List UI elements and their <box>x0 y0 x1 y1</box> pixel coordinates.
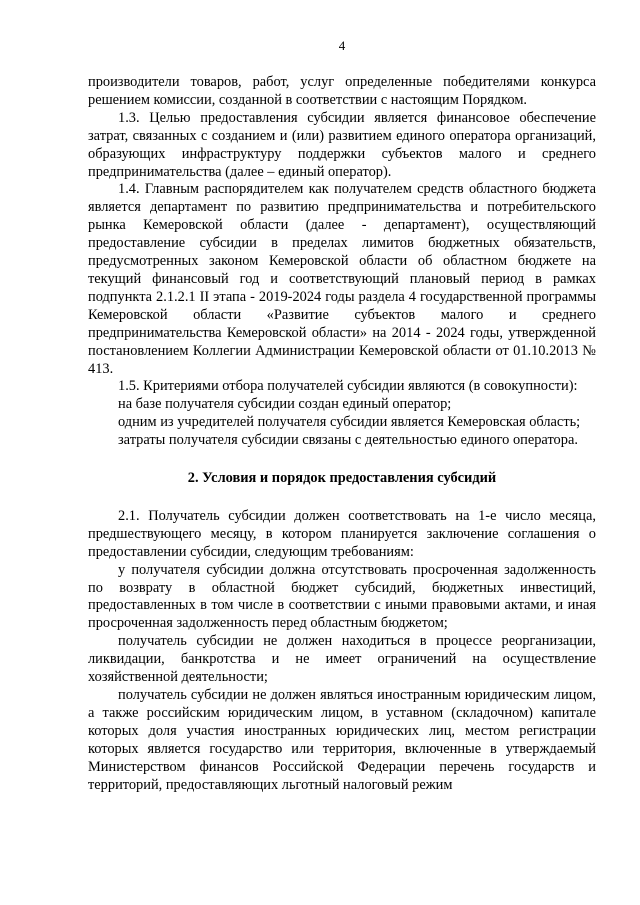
paragraph-1-3: 1.3. Целью предоставления субсидии является финансовое обеспечение затрат, связанных с созданием и (или) развитием единого оператора организаций, образующих инфраструктуру поддержки субъектов малого и среднего предпринимательства (далее – единый оператор). <box>88 109 596 180</box>
section-2-body <box>88 508 596 795</box>
requirement-item: получатель субсидии не должен являться иностранным юридическим лицом, а также российским юридическим лицом, в уставном (складочном) капитале которых доля участия иностранных юридических лиц, местом регистрации которых является государство или территория, включенные в утверждаемый Министерством финансов Российской Федерации перечень государств и территорий, предоставляющих льготный налоговый режим <box>88 687 596 793</box>
paragraph-1-5: 1.5. Критериями отбора получателей субсидии являются (в совокупности): <box>118 378 578 395</box>
paragraph-2-1: 2.1. Получатель субсидии должен соответствовать на 1-е число месяца, предшествующего месяцу, в котором планируется заключение соглашения о предоставлении субсидии, следующим требованиям: <box>88 507 596 560</box>
requirement-item: у получателя субсидии должна отсутствовать просроченная задолженность по возврату в областной бюджет субсидий, бюджетных инвестиций, предоставленных в том числе в соответствии с иными правовыми актами, и иная просроченная задолженность перед областным бюджетом; <box>88 561 596 632</box>
page-number: 4 <box>338 38 346 53</box>
section-1-body <box>88 74 596 450</box>
paragraph-1-2-continued: производители товаров, работ, услуг определенные победителями конкурса решением комиссии, созданной в соответствии с настоящим Порядком. <box>88 74 596 108</box>
section-heading: 2. Условия и порядок предоставления субсидий <box>187 470 497 487</box>
criterion-item: на базе получателя субсидии создан единый оператор; <box>118 396 452 413</box>
requirement-item: получатель субсидии не должен находиться в процессе реорганизации, ликвидации, банкротства и не имеет ограничений на осуществление хозяйственной деятельности; <box>88 633 596 686</box>
paragraph-1-4: 1.4. Главным распорядителем как получателем средств областного бюджета является департамент по развитию предпринимательства и потребительского рынка Кемеровской области (далее - департамент), осуществляющий предоставление субсидии в пределах лимитов бюджетных обязательств, предусмотренных законом Кемеровской области об областном бюджете на текущий финансовый год и соответствующий плановый период в рамках подпункта 2.1.2.1 II этапа - 2019-2024 годы раздела 4 государственной программы Кемеровской области «Развитие субъектов малого и среднего предпринимательства Кемеровской области» на 2014 - 2024 годы, утвержденной постановлением Коллегии Администрации Кемеровской области от 01.10.2013 № 413. <box>88 181 596 377</box>
criterion-item: затраты получателя субсидии связаны с деятельностью единого оператора. <box>118 432 578 449</box>
criterion-item: одним из учредителей получателя субсидии является Кемеровская область; <box>118 414 581 431</box>
